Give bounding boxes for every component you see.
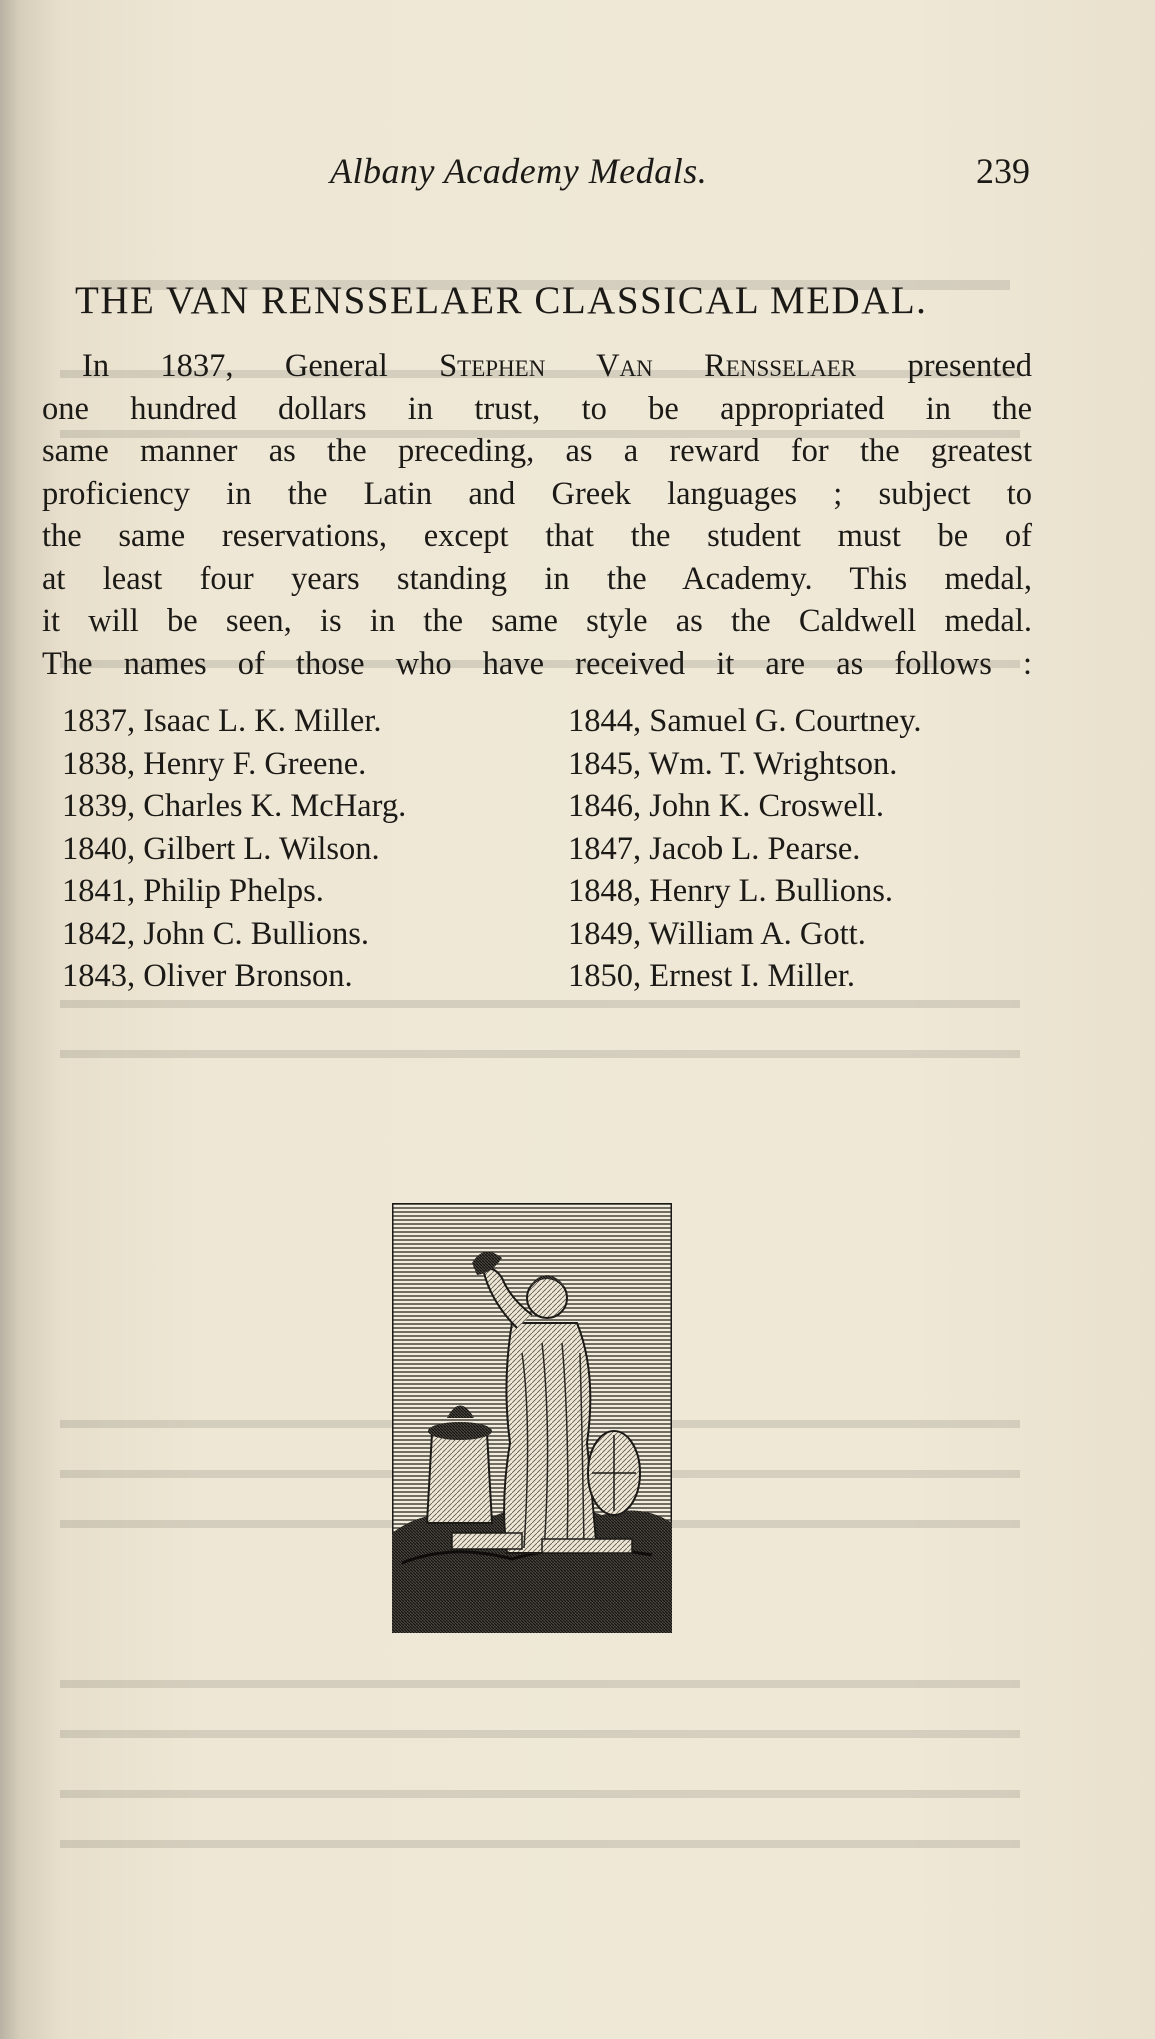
recipient-column-right [568,700,922,998]
list-item [62,828,406,871]
paragraph-line: at least four years standing in the Academy. This medal, [42,560,1032,597]
year: 1846, [568,788,642,824]
recipient-name: Henry F. Greene. [143,745,367,782]
paragraph-line: same manner as the preceding, as a reward for the greatest [42,433,1032,469]
year: 1841, [62,873,136,909]
year: 1842, [62,915,136,952]
list-item [568,743,922,786]
paragraph-line: proficiency in the Latin and Greek languages ; subject to [42,475,1032,512]
year: 1837, [62,703,136,739]
list-item [568,700,922,743]
recipient-name: Wm. T. Wrightson. [648,745,898,782]
paragraph-text: In 1837, General [82,348,440,384]
paragraph-line: it will be seen, is in the same style as the Caldwell medal. [42,603,1032,639]
recipient-name: Gilbert L. Wilson. [143,830,380,867]
medal-engraving-image [392,1203,672,1633]
list-item [568,870,922,913]
page-number: 239 [976,151,1030,191]
year: 1847, [568,830,642,867]
recipient-name: Philip Phelps. [143,873,324,909]
recipient-name: Samuel G. Courtney. [649,703,922,739]
paragraph-line: one hundred dollars in trust, to be appropriated in the [42,390,1032,427]
running-header [330,150,1030,200]
list-item [568,913,922,956]
list-item [62,955,406,998]
list-item [568,955,922,998]
list-item [62,700,406,743]
recipient-column-left [62,700,406,998]
paragraph-line [42,345,1032,388]
list-item [568,785,922,828]
list-item [62,913,406,956]
year: 1843, [62,958,136,994]
year: 1844, [568,703,642,739]
paragraph-line: the same reservations, except that the student must be of [42,518,1032,554]
body-paragraph [42,345,1032,685]
recipient-name: Ernest I. Miller. [649,958,856,994]
year: 1850, [568,958,642,994]
year: 1849, [568,915,642,952]
list-item [62,870,406,913]
recipient-name: John K. Croswell. [649,788,884,824]
list-item [62,743,406,786]
year: 1840, [62,830,136,867]
section-heading: THE VAN RENSSELAER CLASSICAL MEDAL. [75,279,928,322]
paragraph-text: presented [856,348,1032,384]
year: 1838, [62,745,136,782]
recipient-name: Henry L. Bullions. [649,873,893,909]
year: 1845, [568,745,642,782]
recipient-name: John C. Bullions. [143,915,369,952]
list-item [62,785,406,828]
paragraph-line: The names of those who have received it are as follows : [42,645,1032,682]
recipient-name: Jacob L. Pearse. [649,830,861,867]
running-title: Albany Academy Medals. [330,151,708,191]
year: 1848, [568,873,642,909]
recipient-name: William A. Gott. [648,915,866,952]
recipient-name: Isaac L. K. Miller. [143,703,382,739]
list-item [568,828,922,871]
recipient-name: Charles K. McHarg. [143,788,407,824]
person-name: Stephen Van Rensselaer [439,348,857,384]
recipient-name: Oliver Bronson. [143,958,353,994]
year: 1839, [62,788,136,824]
